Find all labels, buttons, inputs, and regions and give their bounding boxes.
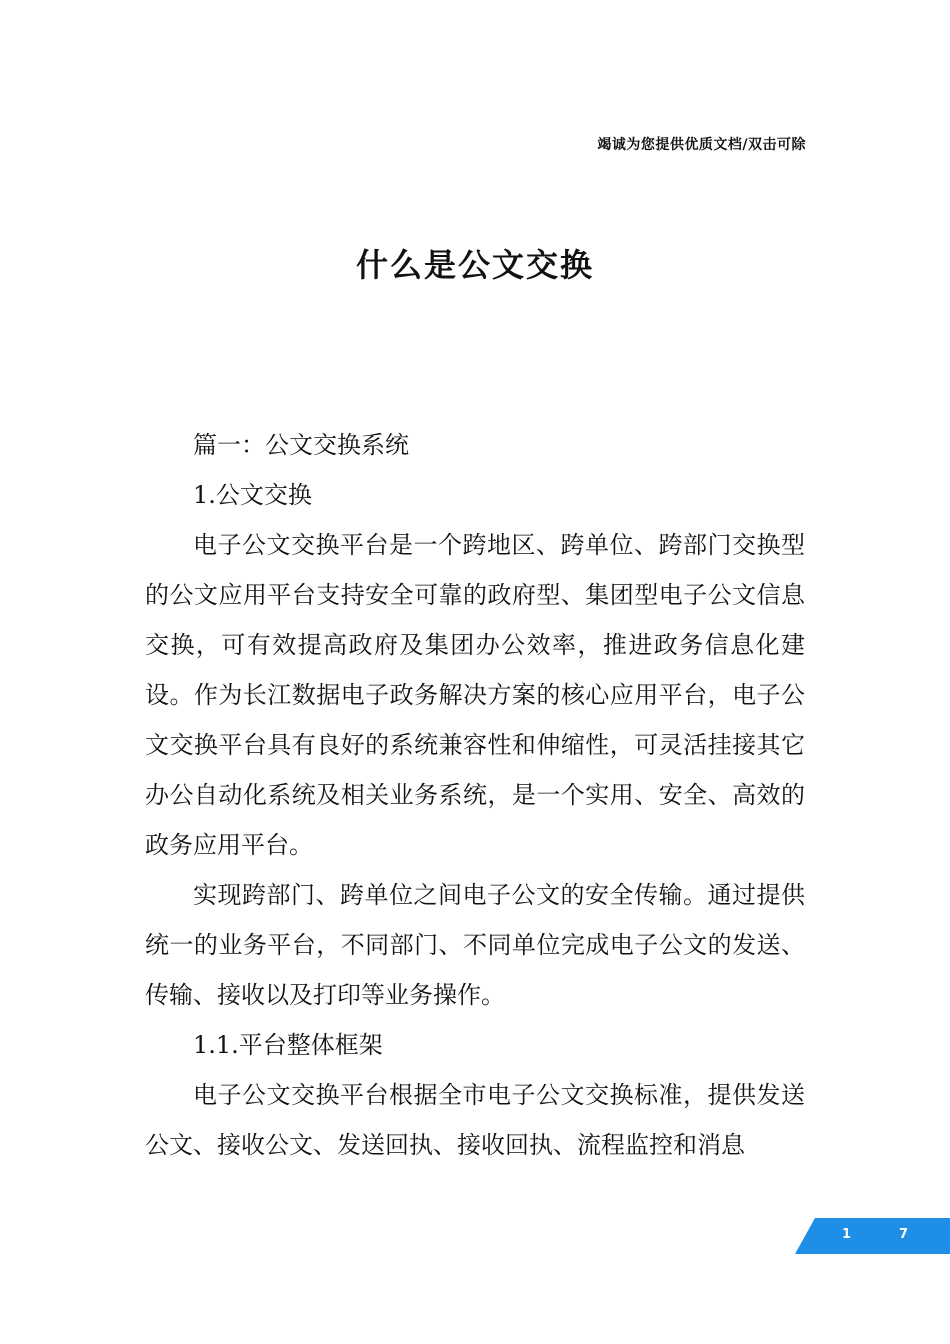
page-footer: [0, 1218, 950, 1254]
header-note: 竭诚为您提供优质文档/双击可除: [597, 137, 806, 153]
subsection-heading: 1.1.平台整体框架: [193, 1031, 383, 1059]
body-paragraph: 电子公文交换平台是一个跨地区、跨单位、跨部门交换型的公文应用平台支持安全可靠的政府型、集团型电子公文信息交换，可有效提高政府及集团办公效率，推进政务信息化建设。作为长江数据电子政务解决方案的核心应用平台，电子公文交换平台具有良好的系统兼容性和伸缩性，可灵活挂接其它办公自动化系统及相关业务系统，是一个实用、安全、高效的政务应用平台。: [145, 531, 805, 859]
page-number-tab: [795, 1218, 950, 1254]
total-page-count: 7: [899, 1227, 909, 1242]
body-paragraph: 电子公文交换平台根据全市电子公文交换标准，提供发送公文、接收公文、发送回执、接收回执、流程监控和消息: [145, 1081, 805, 1159]
body-paragraph: 实现跨部门、跨单位之间电子公文的安全传输。通过提供统一的业务平台，不同部门、不同单位完成电子公文的发送、传输、接收以及打印等业务操作。: [145, 881, 805, 1009]
document-title: 什么是公文交换: [355, 246, 594, 284]
section-heading: 篇一：公文交换系统: [193, 431, 409, 459]
document-body: [145, 420, 805, 1170]
current-page-number: 1: [842, 1227, 852, 1242]
subsection-heading: 1.公文交换: [193, 481, 312, 509]
